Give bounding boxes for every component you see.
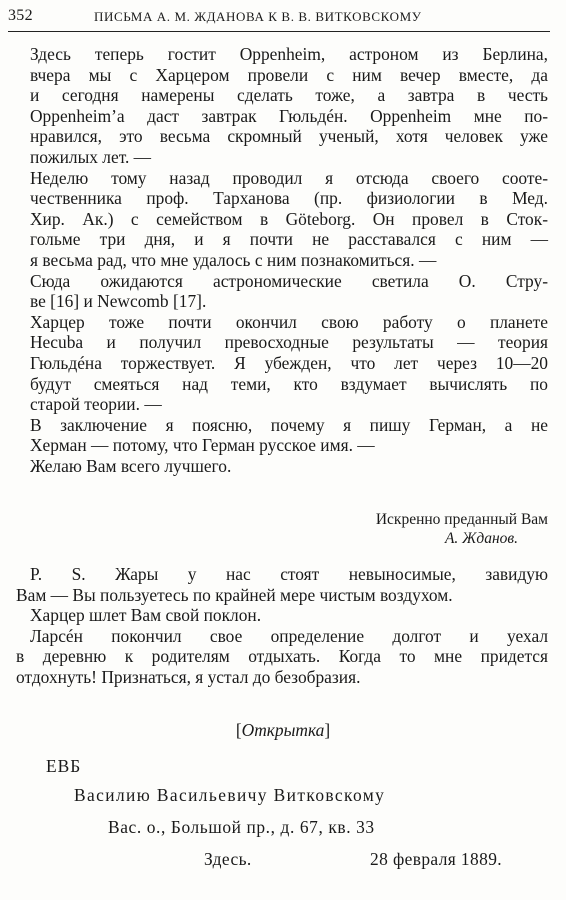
text-line: Hecuba и получил превосходные результаты — теория [30, 332, 548, 353]
postscript-line: P. S. Жары у нас стоят невыносимые, завидую [30, 564, 548, 584]
postcard-city: Здесь. [204, 849, 252, 869]
letter-paragraph [16, 415, 548, 456]
letter-paragraph [16, 168, 548, 271]
text-line: Хир. Ак.) с семейством в Göteborg. Он провел в Сток- [30, 208, 548, 229]
text-line: нравился, это весьма скромный ученый, хотя человек уже [30, 126, 548, 147]
text-line: чественника проф. Тарханова (пр. физиологии в Мед. [30, 188, 548, 209]
running-head: ПИСЬМА А. М. ЖДАНОВА К В. В. ВИТКОВСКОМУ [94, 9, 422, 24]
postscript-line: Харцер шлет Вам свой поклон. [30, 605, 262, 626]
signature-block [308, 510, 548, 548]
postcard-label-text: Открытка [241, 720, 325, 740]
text-line: старой теории. — [30, 394, 162, 415]
text-line: я весьма рад, что мне удалось с ним познакомиться. — [30, 249, 437, 270]
text-line: вчера мы с Харцером провели с ним вечер вместе, да [30, 64, 548, 85]
postscript [16, 564, 548, 688]
page-header [8, 7, 556, 29]
postscript-line: отдохнуть! Признаться, я устал до безобразия. [16, 666, 361, 687]
text-line: Здесь теперь гостит Oppenheim, астроном из Берлина, [30, 44, 548, 64]
letter-paragraph [16, 44, 548, 168]
text-line: Херман — потому, что Герман русское имя. — [30, 435, 375, 456]
postscript-line: Ларсéн покончил свое определение долгот и уехал [30, 625, 548, 646]
letter-paragraph [16, 271, 548, 312]
text-line: В заключение я поясню, почему я пишу Герман, а не [30, 414, 548, 435]
postcard-address: Вас. о., Большой пр., д. 67, кв. 33 [108, 817, 375, 837]
text-line: Гюльдéна торжествует. Я убежден, что лет через 10—20 [30, 352, 548, 373]
letter-paragraph [16, 456, 548, 477]
postscript-line: в деревню к родителям отдыхать. Когда то мне придется [16, 646, 548, 667]
letter-paragraph [16, 312, 548, 415]
signature-name: А. Жданов. [444, 530, 518, 547]
postcard-recipient: Василию Васильевичу Витковскому [74, 785, 386, 805]
postcard-label: [Открытка] [235, 720, 331, 740]
text-line: Харцер тоже почти окончил свою работу о планете [30, 311, 548, 332]
text-line: ве [16] и Newcomb [17]. [30, 291, 207, 312]
postcard-date: 28 февраля 1889. [370, 849, 503, 869]
text-line: гольме три дня, и я почти не расставался с ним — [30, 229, 548, 250]
text-line: Неделю тому назад проводил я отсюда своего соотe- [30, 167, 548, 188]
letter-body [16, 44, 548, 476]
text-line: будут смеяться над теми, кто вздумает вычислять по [30, 373, 548, 394]
text-line: Сюда ожидаются астрономические светила О. Стру- [30, 270, 548, 291]
text-line: Желаю Вам всего лучшего. [30, 455, 232, 476]
page-number: 352 [8, 7, 33, 24]
closing-line: Искренно преданный Вам [375, 511, 548, 528]
postcard-abbreviation: ЕВБ [46, 756, 82, 776]
text-line: Oppenheim’а даст завтрак Гюльдéн. Oppenheim мне по- [30, 105, 548, 126]
header-rule [8, 31, 550, 32]
text-line: пожилых лет. — [30, 146, 152, 167]
text-line: и сегодня намерены сделать тоже, а завтра в честь [30, 85, 548, 106]
postscript-line: Вам — Вы пользуетесь по крайней мере чистым воздухом. [16, 584, 453, 605]
